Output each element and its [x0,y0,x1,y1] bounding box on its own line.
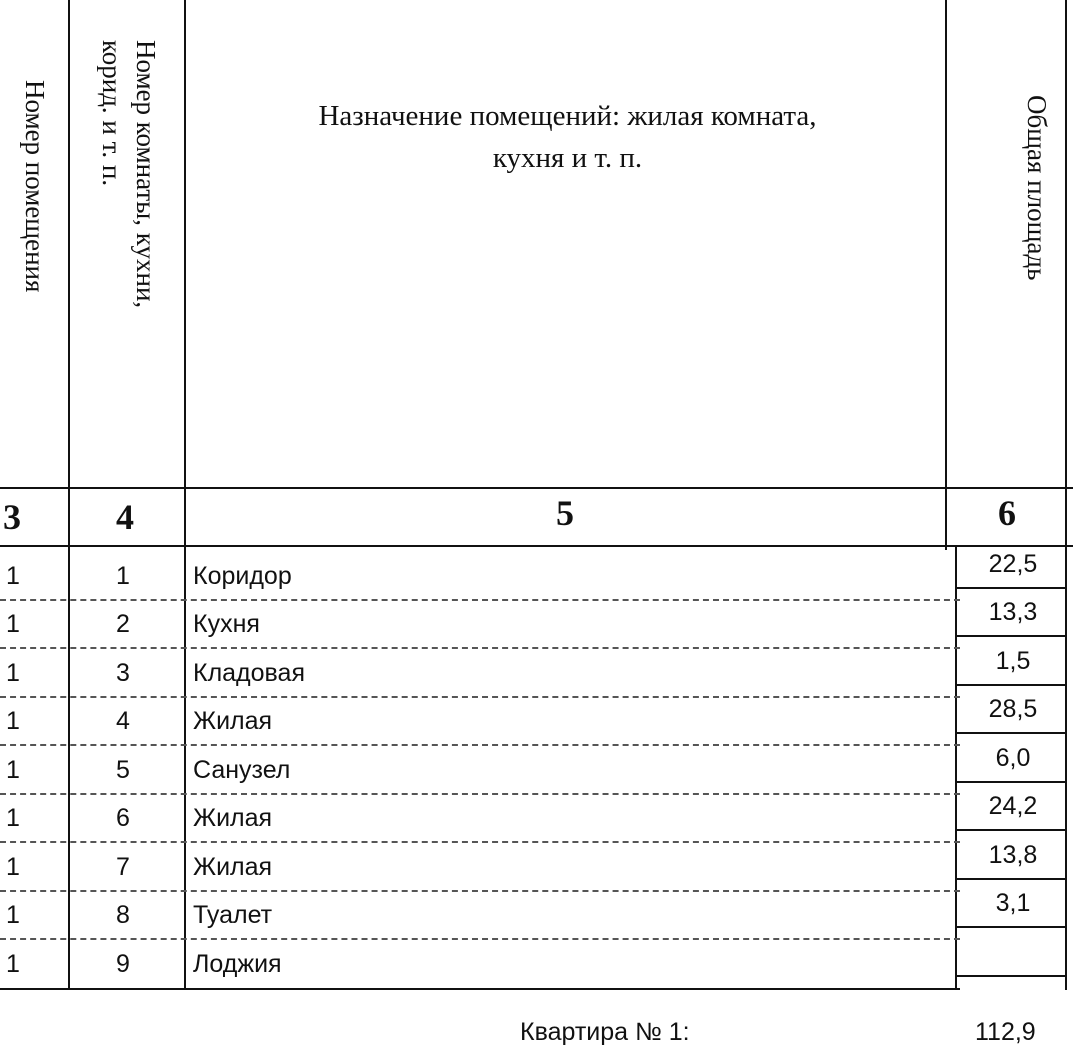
row-room-name: Санузел [193,755,291,784]
row-separator [0,841,960,843]
row-room-area: 24,2 [988,792,1038,821]
row-room-id: 7 [116,852,130,881]
row-room-name: Жилая [193,804,273,833]
row-room-number: 1 [6,561,20,590]
row-room-area: 22,5 [988,549,1038,578]
row-room-name: Кладовая [193,658,305,687]
row-room-name: Жилая [193,707,273,736]
row-separator [0,744,960,746]
row-separator [0,696,960,698]
row-room-id: 6 [116,804,130,833]
row-room-name: Туалет [193,901,273,930]
row-room-area: 13,3 [988,598,1038,627]
header-col4-line2: корид. и т. п. [97,40,127,187]
row-room-id: 1 [116,561,130,590]
colnum-6: 6 [998,493,1016,533]
header-room-number: Номер помещения [20,80,50,293]
row-room-area [968,928,1058,977]
colnum-5: 5 [556,493,574,533]
row-room-area: 13,8 [988,840,1038,869]
row-room-id: 2 [116,610,130,639]
row-room-number: 1 [6,852,20,881]
col-divider-3 [945,0,947,550]
colnum-bottom-line [0,545,1073,547]
col-divider-4 [1065,0,1067,990]
row-room-area: 6,0 [995,743,1031,772]
header-bottom-line [0,487,1073,489]
row-room-id: 5 [116,755,130,784]
row-room-number: 1 [6,610,20,639]
header-room-purpose [190,95,945,179]
area-underline [955,975,1065,977]
colnum-3: 3 [3,497,21,537]
header-col5-line1: Назначение помещений: жилая комната, [318,100,817,132]
row-room-number: 1 [6,707,20,736]
row-room-name: Лоджия [193,949,282,978]
header-room-number-detail [95,40,163,480]
row-separator [0,647,960,649]
apartment-total-value: 112,9 [975,1017,1036,1046]
row-room-area: 1,5 [995,646,1031,675]
header-col5-line2: кухня и т. п. [492,142,643,174]
row-room-area: 28,5 [988,695,1038,724]
row-room-id: 9 [116,949,130,978]
row-room-number: 1 [6,949,20,978]
table-bottom-line [0,988,960,990]
row-room-number: 1 [6,901,20,930]
col-divider-3b [955,545,957,990]
row-room-name: Кухня [193,610,260,639]
header-total-area: Общая площадь [1022,95,1052,281]
row-room-area: 3,1 [995,889,1031,918]
colnum-4: 4 [116,497,134,537]
row-room-id: 3 [116,658,130,687]
row-room-id: 8 [116,901,130,930]
row-separator [0,793,960,795]
row-separator [0,890,960,892]
row-room-number: 1 [6,658,20,687]
row-room-name: Жилая [193,852,273,881]
row-separator [0,599,960,601]
header-col4-line1: Номер комнаты, кухни, [131,40,161,309]
row-separator [0,938,960,940]
apartment-total-label: Квартира № 1: [520,1017,690,1046]
row-room-number: 1 [6,755,20,784]
row-room-number: 1 [6,804,20,833]
row-room-name: Коридор [193,561,292,590]
row-room-id: 4 [116,707,130,736]
